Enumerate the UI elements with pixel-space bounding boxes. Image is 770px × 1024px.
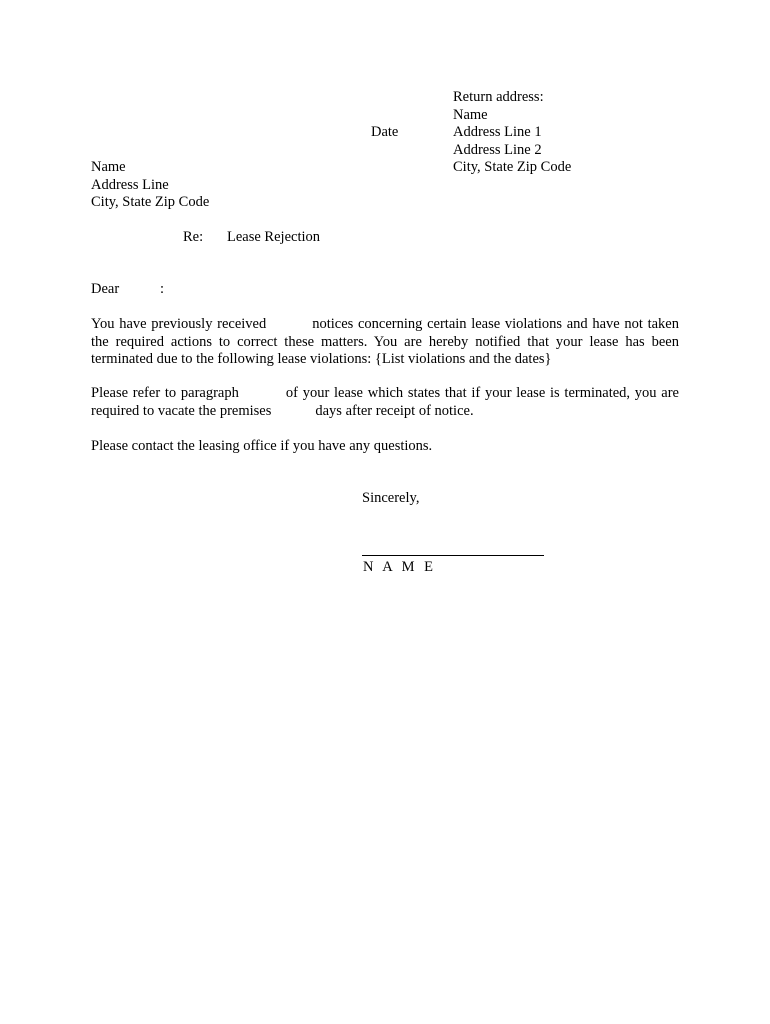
signature-name: N A M E <box>363 559 436 575</box>
recipient-name: Name <box>91 159 126 175</box>
salutation-colon: : <box>160 281 165 297</box>
recipient-address-line: Address Line <box>91 176 169 193</box>
recipient-address-block <box>91 159 209 212</box>
body-p1-after: notices concerning certain lease violations and have not taken the required actions to correct these matters. You are hereby notified that your lease has been terminated due to the following lease violations: {List violations and the dates} <box>91 316 679 367</box>
body-paragraph-3: Please contact the leasing office if you have any questions. <box>91 438 433 454</box>
salutation-greeting: Dear <box>91 281 120 297</box>
return-address-line2: Address Line 2 <box>453 141 542 158</box>
closing-text: Sincerely, <box>362 490 420 506</box>
body-p2-part1: Please refer to paragraph <box>91 385 239 401</box>
body-paragraph-1 <box>91 316 679 369</box>
return-address-city-state-zip: City, State Zip Code <box>453 159 572 175</box>
body-p2-part3: days after receipt of notice. <box>315 402 474 419</box>
return-address-line1: Address Line 1 <box>453 124 542 140</box>
signature-line <box>362 555 544 556</box>
re-subject: Lease Rejection <box>227 229 320 245</box>
body-p2-part2: of your lease which states that if your lease is terminated, you are required to vacate the premises <box>91 385 679 419</box>
return-address-name: Name <box>453 106 488 123</box>
recipient-city-state-zip: City, State Zip Code <box>91 194 210 210</box>
body-paragraph-2 <box>91 385 679 420</box>
return-address-block <box>453 89 571 177</box>
body-p1-before: You have previously received <box>91 316 267 332</box>
re-label: Re: <box>183 229 204 245</box>
return-address-label: Return address: <box>453 89 544 105</box>
letter-date: Date <box>371 124 399 140</box>
